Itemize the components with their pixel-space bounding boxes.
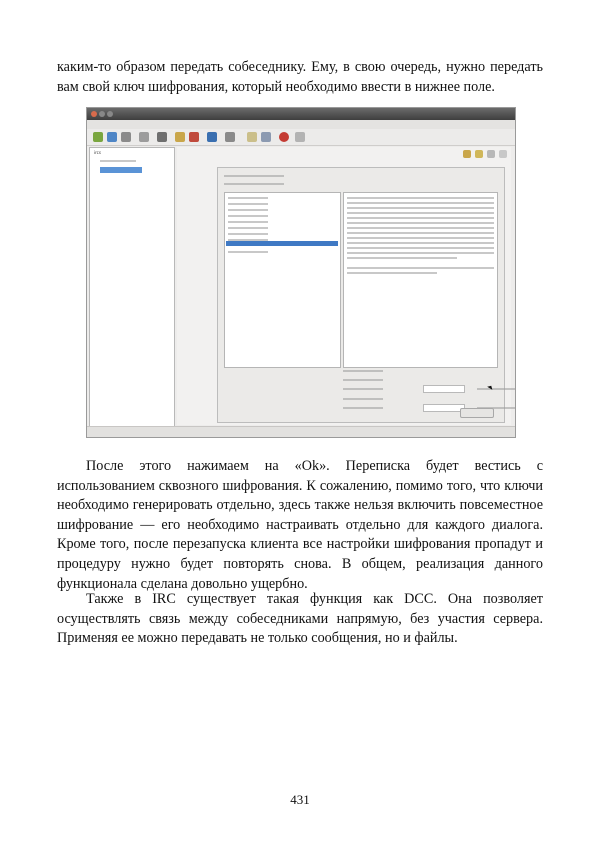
embedded-screenshot (86, 107, 516, 438)
page-number: 431 (290, 792, 310, 807)
encryption-dialog (217, 167, 505, 423)
menu-bar (87, 120, 515, 129)
channel-icon (139, 132, 149, 142)
tree-item-selected (100, 167, 142, 173)
server-icon (107, 132, 117, 142)
note-icon (247, 132, 257, 142)
maximize-icon (107, 111, 113, 117)
chat-area (177, 147, 511, 425)
alert-icon (189, 132, 199, 142)
decrypt-key-field[interactable] (423, 404, 465, 412)
quit-icon (295, 132, 305, 142)
status-bar (87, 426, 515, 437)
cipher-list[interactable] (224, 192, 341, 368)
list-icon (157, 132, 167, 142)
paragraph-intro: каким-то образом передать собеседнику. Ему, в свою очередь, нужно передать вам свой ключ шифрования, который необходимо ввести в нижнее поле. (57, 59, 543, 95)
search-icon (225, 132, 235, 142)
ok-button[interactable] (460, 408, 494, 418)
tree-item-server: ircs (94, 150, 101, 155)
encrypt-key-field[interactable] (423, 385, 465, 393)
toolbar (87, 129, 515, 146)
paragraph-main: После этого нажимаем на «Ok». Переписка будет вестись с использованием сквозного шифрования. К сожалению, помимо того, что ключи необходимо генерировать отдельно, здесь также нельзя включить повсеместное шифрование — его необходимо настраивать отдельно для каждого диалога. Кроме того, после перезапуска клиента все настройки шифрования пропадут и процедуру нужно будет повторять снова. В общем, реализация данного функционала сделана довольно ущербно. (57, 458, 543, 592)
settings-icon (207, 132, 217, 142)
stop-icon (279, 132, 289, 142)
channel-tree (89, 147, 175, 429)
window-titlebar (87, 108, 515, 120)
connect-icon (93, 132, 103, 142)
folder-icon (175, 132, 185, 142)
user-icon (121, 132, 131, 142)
header-icon (499, 150, 507, 158)
transfer-icon (261, 132, 271, 142)
cipher-description (343, 192, 498, 368)
minimize-icon (99, 111, 105, 117)
header-icon (475, 150, 483, 158)
header-icon (487, 150, 495, 158)
close-icon (91, 111, 97, 117)
paragraph-dcc: Также в IRC существует такая функция как DCC. Она позволяет осуществлять связь между собеседниками напрямую, без участия сервера. Применяя ее можно передавать не только сообщения, но и файлы. (57, 591, 543, 647)
header-icon (463, 150, 471, 158)
cipher-list-selected[interactable] (226, 241, 338, 246)
